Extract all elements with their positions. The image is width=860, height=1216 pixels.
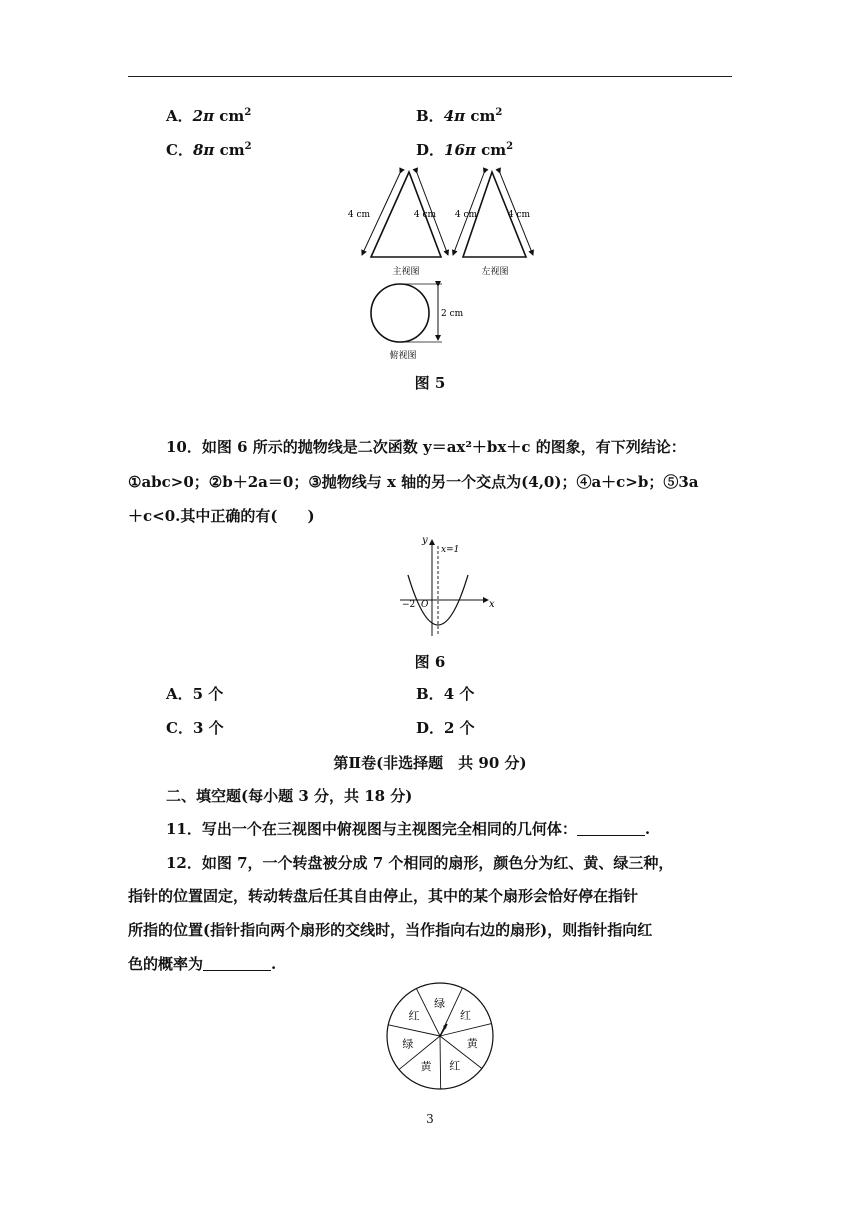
sector-divider — [388, 1025, 440, 1036]
q9-option-b: B．4π $cm^2$ — [416, 107, 503, 125]
section-2-title: 第Ⅱ卷(非选择题 共 90 分) — [333, 754, 527, 772]
sector-divider — [440, 1036, 441, 1089]
x-axis-label: x — [489, 599, 495, 610]
header-rule — [128, 76, 732, 77]
front-left-edge-label: 4 cm — [347, 210, 371, 220]
sector-label: 红 — [449, 1059, 461, 1073]
diameter-label: 2 cm — [441, 309, 464, 319]
figure-6-caption: 图 6 — [414, 653, 446, 671]
sector-label: 红 — [408, 1009, 420, 1023]
sector-divider — [416, 989, 440, 1036]
q12-line-3: 所指的位置(指针指向两个扇形的交线时，当作指向右边的扇形)，则指针指向红 — [128, 921, 653, 939]
q10-option-d: D．2 个 — [416, 719, 475, 737]
front-view-label: 主视图 — [392, 267, 420, 277]
sector-label: 绿 — [402, 1037, 414, 1051]
fill-in-header: 二、填空题(每小题 3 分，共 18 分) — [166, 787, 413, 805]
front-right-edge-label: 4 cm — [413, 210, 437, 220]
q11-text: 11．写出一个在三视图中俯视图与主视图完全相同的几何体： . — [166, 820, 651, 838]
top-view-label: 俯视图 — [389, 351, 417, 361]
q9-option-a: A．2π $cm^2$ — [166, 107, 252, 125]
y-axis-label: y — [422, 535, 428, 546]
side-left-edge-label: 4 cm — [454, 210, 478, 220]
q12-line-4: 色的概率为 . — [128, 955, 277, 973]
origin-label: O — [421, 600, 429, 610]
q12-line-2: 指针的位置固定，转动转盘后任其自由停止，其中的某个扇形会恰好停在指针 — [128, 887, 639, 905]
top-view-circle — [371, 284, 429, 342]
q10-option-c: C．3 个 — [166, 719, 224, 737]
q12-line-1: 12．如图 7，一个转盘被分成 7 个相同的扇形，颜色分为红、黄、绿三种， — [166, 854, 674, 872]
sector-label: 绿 — [434, 997, 446, 1011]
side-right-edge-label: 4 cm — [507, 210, 531, 220]
figure-6-parabola — [392, 530, 508, 640]
figure-7-spinner — [384, 980, 496, 1092]
sector-label: 红 — [460, 1009, 472, 1023]
side-view-label: 左视图 — [481, 267, 509, 277]
figure-5-three-views — [340, 162, 540, 372]
q9-option-d: D．16π $cm^2$ — [416, 141, 514, 159]
page-number: 3 — [426, 1112, 434, 1126]
q10-line-1: 10．如图 6 所示的抛物线是二次函数 y＝ax²＋bx＋c 的图象，有下列结论： — [166, 438, 686, 456]
figure-5-caption: 图 5 — [414, 374, 446, 392]
neg-two-label: −2 — [402, 600, 416, 610]
sector-label: 黄 — [420, 1059, 432, 1073]
q10-line-2: ①abc>0；②b＋2a＝0；③抛物线与 x 轴的另一个交点为(4,0)；④a＋c>b；⑤3a — [128, 473, 699, 491]
symmetry-axis-label: x=1 — [441, 545, 460, 555]
sector-label: 黄 — [466, 1036, 478, 1050]
q12-answer-blank — [203, 955, 271, 971]
sector-divider — [440, 1024, 492, 1036]
q11-answer-blank — [577, 820, 645, 836]
q9-option-c: C．8π $cm^2$ — [166, 141, 252, 159]
q10-option-b: B．4 个 — [416, 685, 475, 703]
q10-line-3: ＋c<0.其中正确的有( ) — [128, 507, 315, 525]
q10-option-a: A．5 个 — [166, 685, 224, 703]
